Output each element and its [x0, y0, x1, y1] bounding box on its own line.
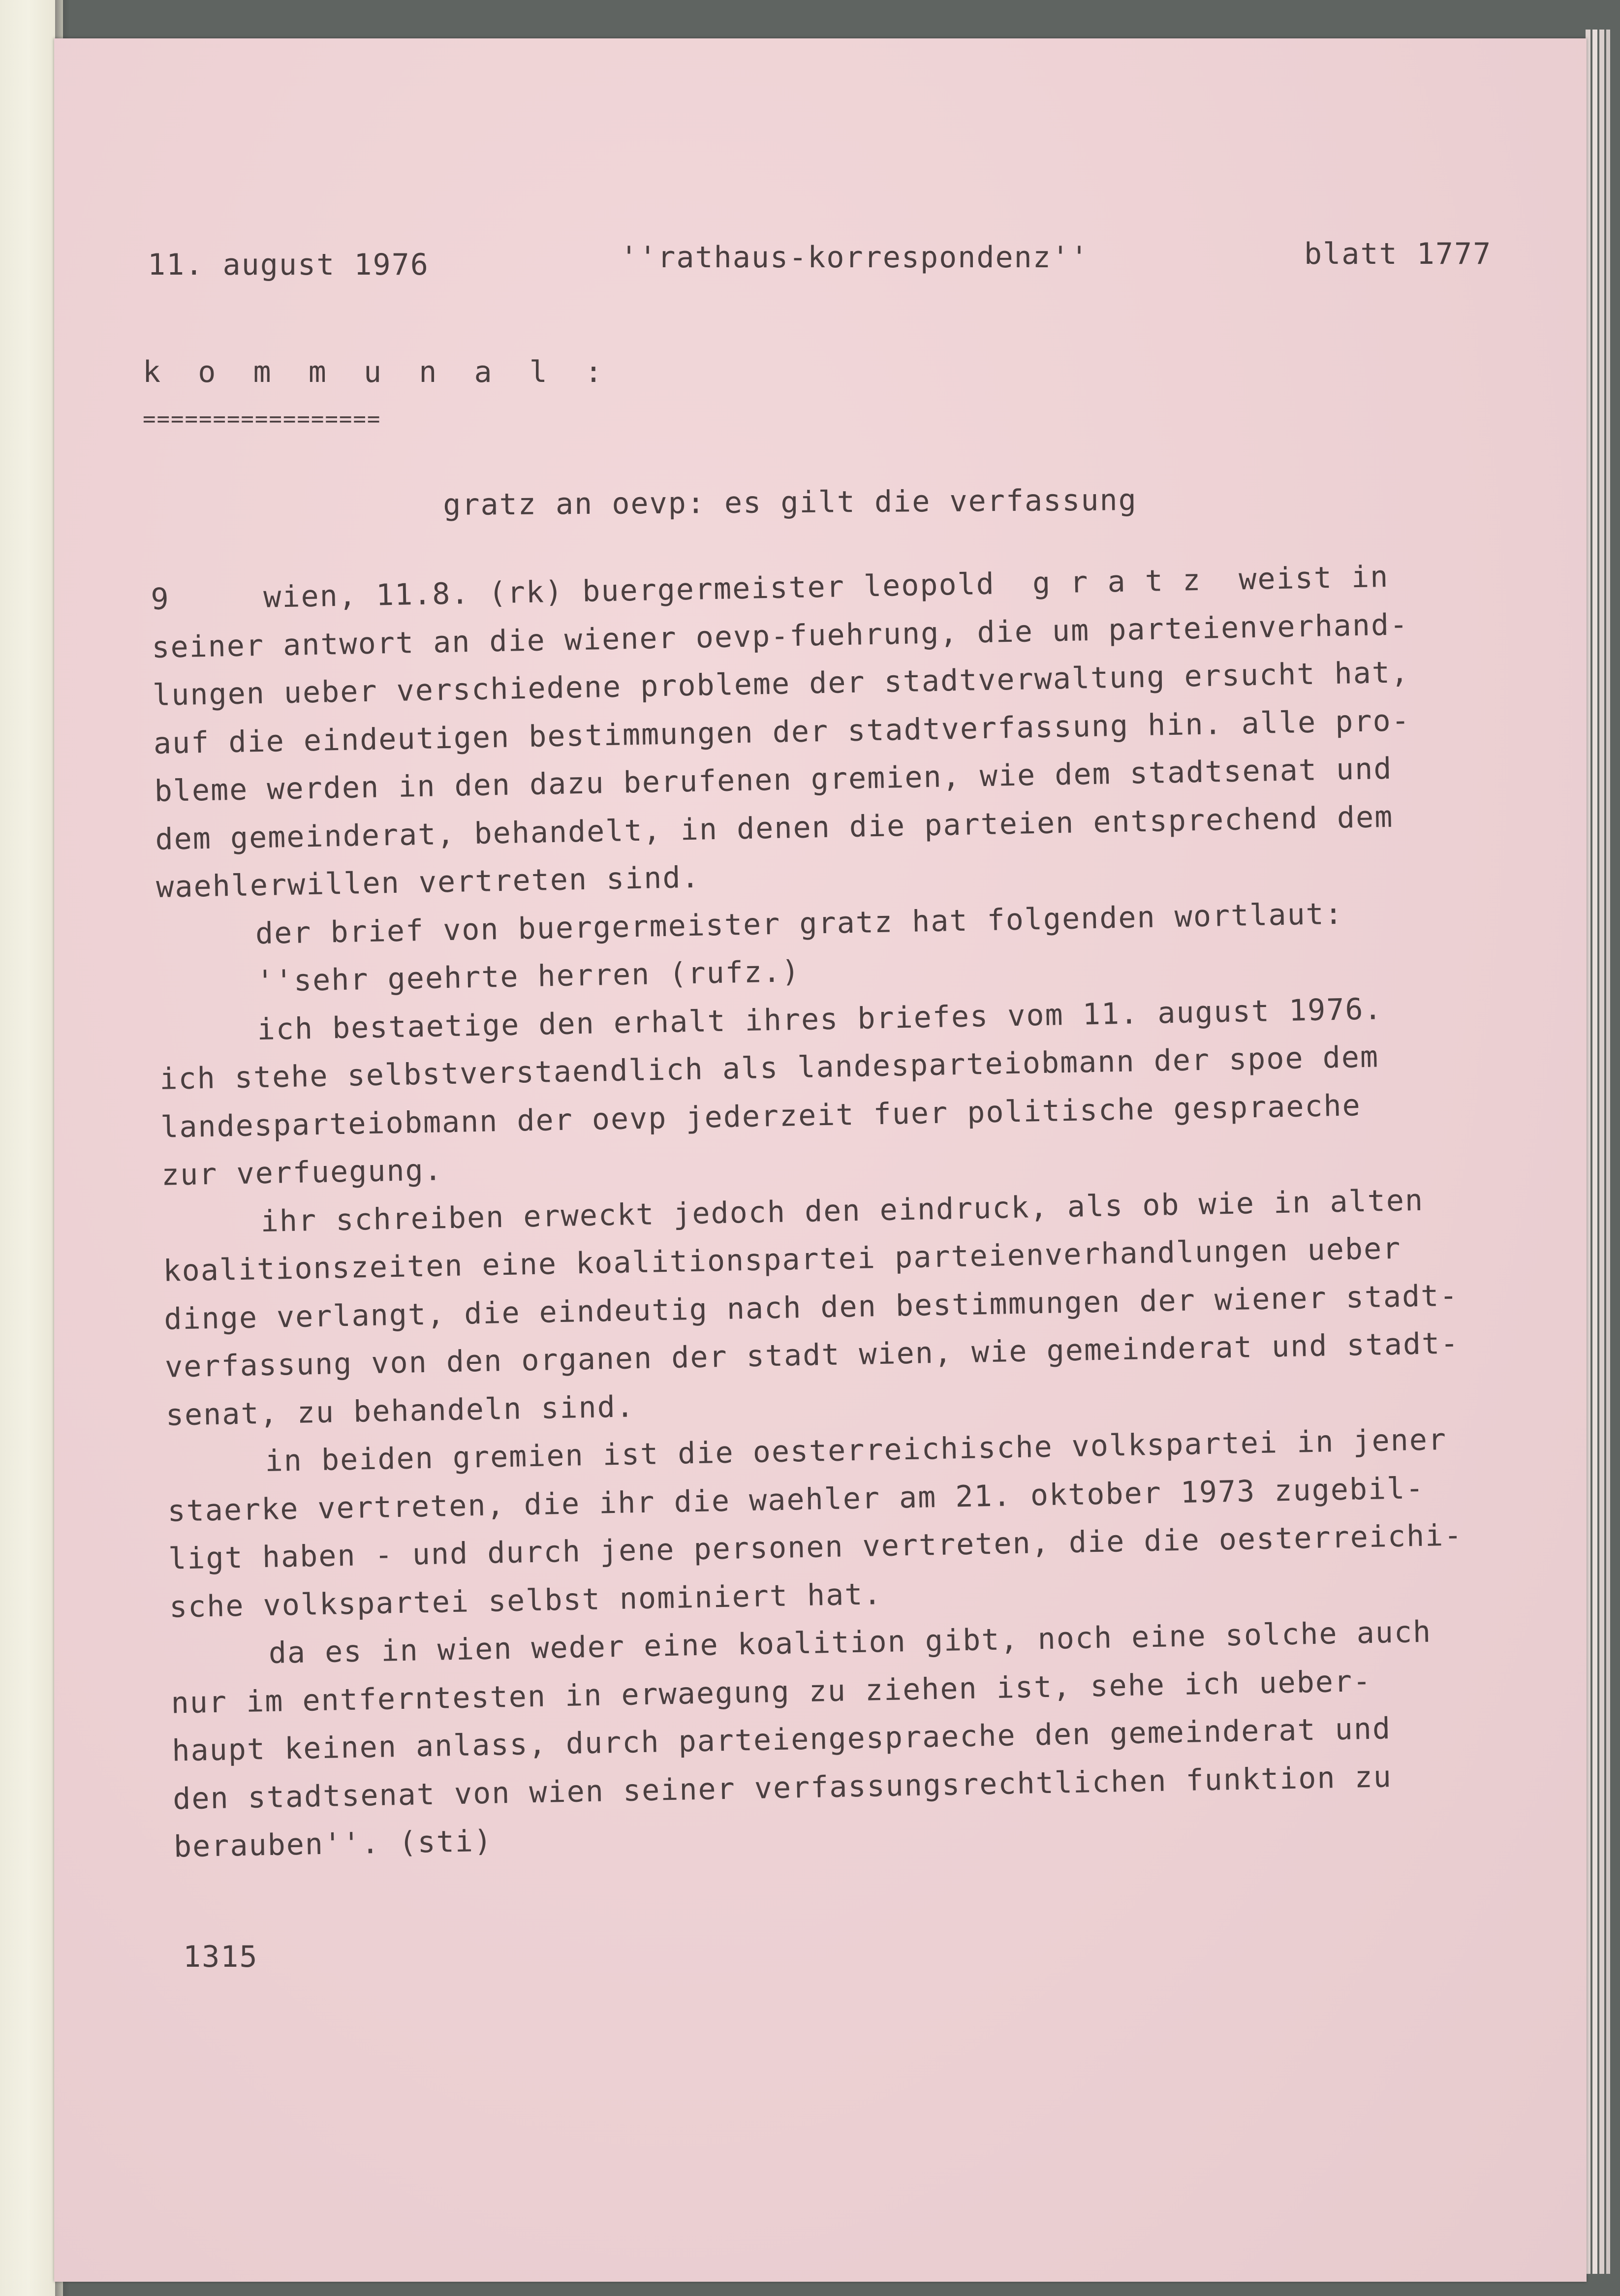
body-line: da es in wien weder eine koalition gibt, noch eine solche auch: [268, 1614, 1432, 1670]
body-line: zur verfuegung.: [161, 1153, 443, 1193]
body-line: sche volkspartei selbst nominiert hat.: [169, 1576, 883, 1625]
article-body: [151, 561, 1468, 1880]
body-line: in beiden gremien ist die oesterreichische volkspartei in jener: [265, 1422, 1447, 1479]
page-number: 1315: [183, 1940, 258, 1974]
body-line: berauben''. (sti): [173, 1824, 493, 1864]
body-line: waehlerwillen vertreten sind.: [156, 860, 701, 905]
body-line: der brief von buergermeister gratz hat folgenden wortlaut:: [255, 896, 1344, 951]
body-line: haupt keinen anlass, durch parteiengespraeche den gemeinderat und: [171, 1711, 1392, 1768]
header-sheet-number: blatt 1777: [1304, 237, 1492, 271]
body-line: nur im entferntesten in erwaegung zu ziehen ist, sehe ich ueber-: [171, 1664, 1372, 1721]
page-stack-edge: [1592, 30, 1597, 2274]
body-line: den stadtsenat von wien seiner verfassungsrechtlichen funktion zu: [172, 1759, 1393, 1817]
document-page: [54, 38, 1587, 2282]
body-line: seiner antwort an die wiener oevp-fuehrung, die um parteienverhand-: [151, 607, 1409, 665]
body-line: ligt haben - und durch jene personen vertreten, die die oesterreichi-: [168, 1518, 1463, 1576]
body-line: 9 wien, 11.8. (rk) buergermeister leopold g r a t z weist in: [150, 559, 1389, 617]
body-line: dem gemeinderat, behandelt, in denen die parteien entsprechend dem: [155, 799, 1394, 857]
body-line: ich bestaetige den erhalt ihres briefes vom 11. august 1976.: [256, 991, 1383, 1047]
article-headline: gratz an oevp: es gilt die verfassung: [442, 483, 1137, 522]
body-line: auf die eindeutigen bestimmungen der stadtverfassung hin. alle pro-: [153, 703, 1411, 761]
body-line: koalitionszeiten eine koalitionspartei parteienverhandlungen ueber: [162, 1231, 1402, 1289]
page-stack-edge: [1599, 30, 1604, 2274]
body-line: bleme werden in den dazu berufenen gremien, wie dem stadtsenat und: [154, 751, 1393, 809]
book-binding: [0, 0, 63, 2296]
body-line: senat, zu behandeln sind.: [165, 1389, 635, 1433]
body-line: ich stehe selbstverstaendlich als landesparteiobmann der spoe dem: [159, 1039, 1379, 1097]
body-line: ''sehr geehrte herren (rufz.): [256, 954, 801, 999]
body-line: staerke vertreten, die ihr die waehler am 21. oktober 1973 zugebil-: [167, 1471, 1425, 1529]
section-underline: =================: [143, 407, 381, 432]
body-line: ihr schreiben erweckt jedoch den eindruck, als ob wie in alten: [260, 1183, 1424, 1239]
body-line: dinge verlangt, die eindeutig nach den bestimmungen der wiener stadt-: [163, 1278, 1459, 1337]
page-stack-edge: [1606, 30, 1610, 2274]
body-line: verfassung von den organen der stadt wien, wie gemeinderat und stadt-: [164, 1326, 1460, 1384]
section-label: k o m m u n a l :: [143, 355, 613, 389]
body-line: landesparteiobmann der oevp jederzeit fuer politische gespraeche: [160, 1088, 1362, 1145]
header-date: 11. august 1976: [148, 248, 429, 282]
header-publication: ''rathaus-korrespondenz'': [620, 240, 1090, 275]
body-line: lungen ueber verschiedene probleme der stadtverwaltung ersucht hat,: [152, 655, 1410, 713]
